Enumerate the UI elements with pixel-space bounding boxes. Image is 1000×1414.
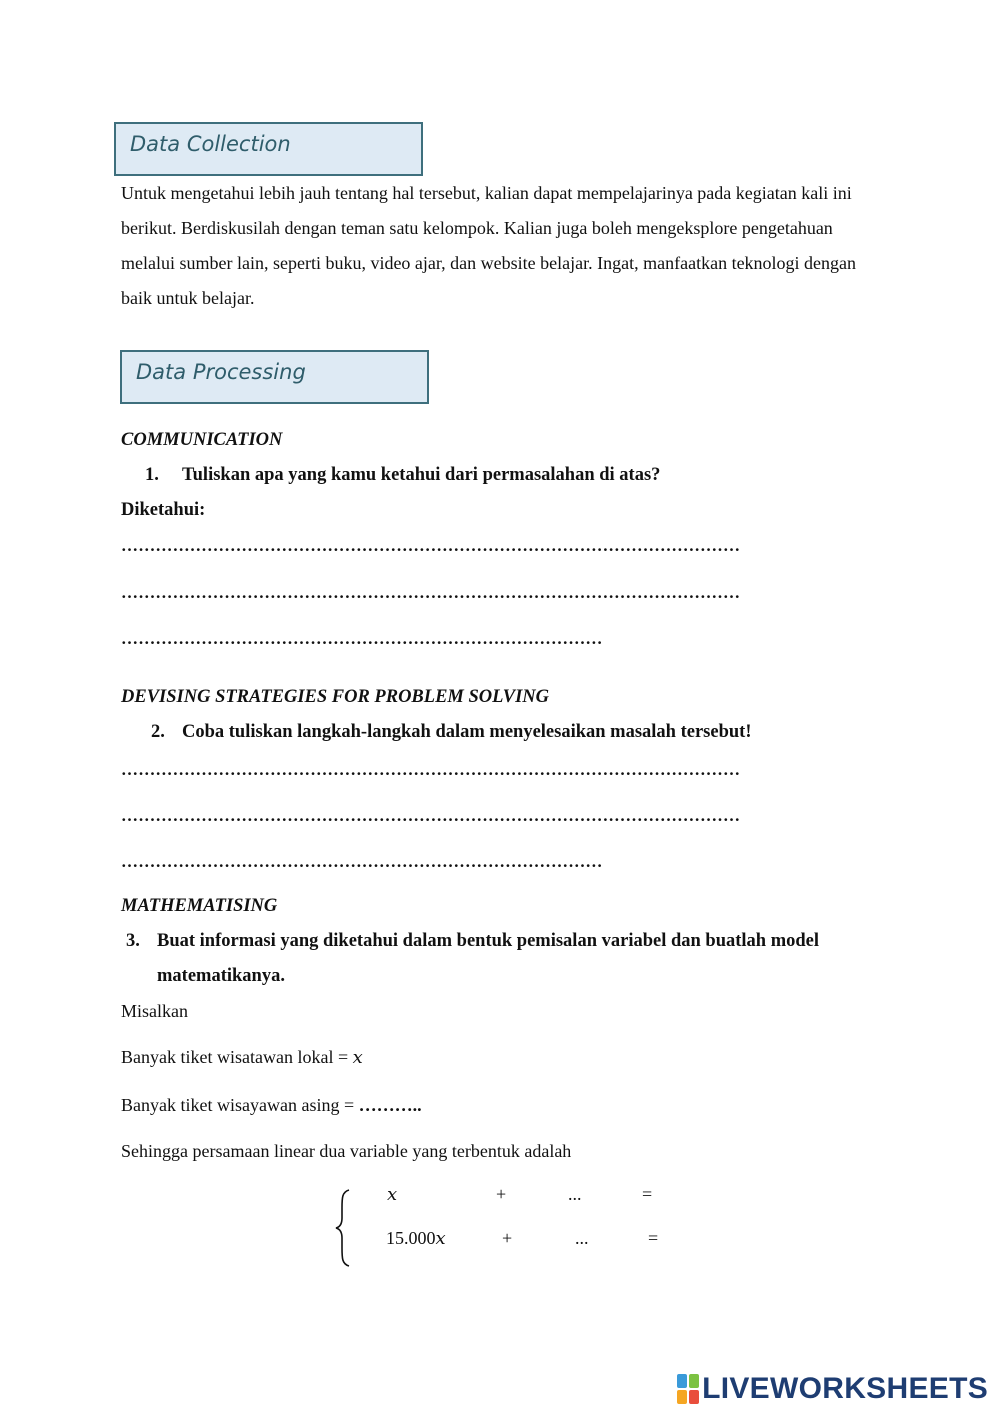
eq2-var: x [435, 1228, 446, 1249]
eq2-blank[interactable]: ... [575, 1228, 589, 1248]
eq2-plus: + [502, 1228, 513, 1248]
foreign-ticket-line [121, 1095, 422, 1116]
liveworksheets-logo-icon [677, 1374, 699, 1404]
eq2-term1 [386, 1228, 446, 1249]
foreign-ticket-blank[interactable]: ……….. [358, 1095, 422, 1115]
local-ticket-label: Banyak tiket wisatawan lokal = [121, 1047, 353, 1067]
mathematising-heading: MATHEMATISING [121, 896, 278, 916]
eq1-term1: x [387, 1184, 398, 1205]
question-2-number: 2. [151, 722, 165, 742]
question-1-number: 1. [145, 465, 159, 485]
strategies-heading: DEVISING STRATEGIES FOR PROBLEM SOLVING [121, 687, 550, 707]
foreign-ticket-label: Banyak tiket wisayawan asing = [121, 1095, 359, 1115]
known-label: Diketahui: [121, 500, 206, 520]
local-ticket-var: x [352, 1047, 363, 1068]
local-ticket-line [121, 1047, 363, 1068]
question-3-number: 3. [126, 931, 140, 951]
eq2-equals: = [648, 1228, 659, 1248]
answer-line-2b[interactable]: ……………………………………………………………………………………………… [121, 806, 741, 825]
answer-line-2a[interactable]: ……………………………………………………………………………………………… [121, 760, 741, 779]
data-processing-title: Data Processing [136, 360, 306, 384]
data-processing-box [120, 350, 429, 404]
answer-line-2c[interactable]: ………………………………………………………………………… [121, 852, 603, 871]
system-intro: Sehingga persamaan linear dua variable yang terbentuk adalah [121, 1141, 572, 1161]
communication-heading: COMMUNICATION [121, 430, 283, 450]
answer-line-1c[interactable]: ………………………………………………………………………… [121, 629, 603, 648]
question-3-text-line1: Buat informasi yang diketahui dalam bentuk pemisalan variabel dan buatlah model [157, 931, 820, 951]
eq2-coef: 15.000 [386, 1228, 436, 1248]
left-brace-icon [334, 1188, 354, 1268]
answer-line-1b[interactable]: ……………………………………………………………………………………………… [121, 583, 741, 602]
question-1-text: Tuliskan apa yang kamu ketahui dari permasalahan di atas? [182, 465, 661, 485]
eq1-blank[interactable]: ... [568, 1184, 582, 1204]
liveworksheets-logo[interactable] [677, 1372, 988, 1406]
answer-line-1a[interactable]: ……………………………………………………………………………………………… [121, 536, 741, 555]
eq1-equals: = [642, 1184, 653, 1204]
question-2-text: Coba tuliskan langkah-langkah dalam menyelesaikan masalah tersebut! [182, 722, 752, 742]
data-collection-box [114, 122, 423, 176]
data-collection-title: Data Collection [130, 132, 291, 156]
intro-paragraph: Untuk mengetahui lebih jauh tentang hal tersebut, kalian dapat mempelajarinya pada kegiatan kali ini berikut. Berdiskusilah dengan teman satu kelompok. Kalian juga boleh mengeksplore pengetahuan melalui sumber lain, seperti buku, video ajar, dan website belajar. Ingat, manfaatkan teknologi dengan baik untuk belajar. [121, 183, 857, 308]
question-3-text-line2: matematikanya. [157, 966, 285, 986]
liveworksheets-logo-text: LIVEWORKSHEETS [702, 1372, 988, 1405]
misalkan-label: Misalkan [121, 1001, 188, 1021]
eq1-plus: + [496, 1184, 507, 1204]
